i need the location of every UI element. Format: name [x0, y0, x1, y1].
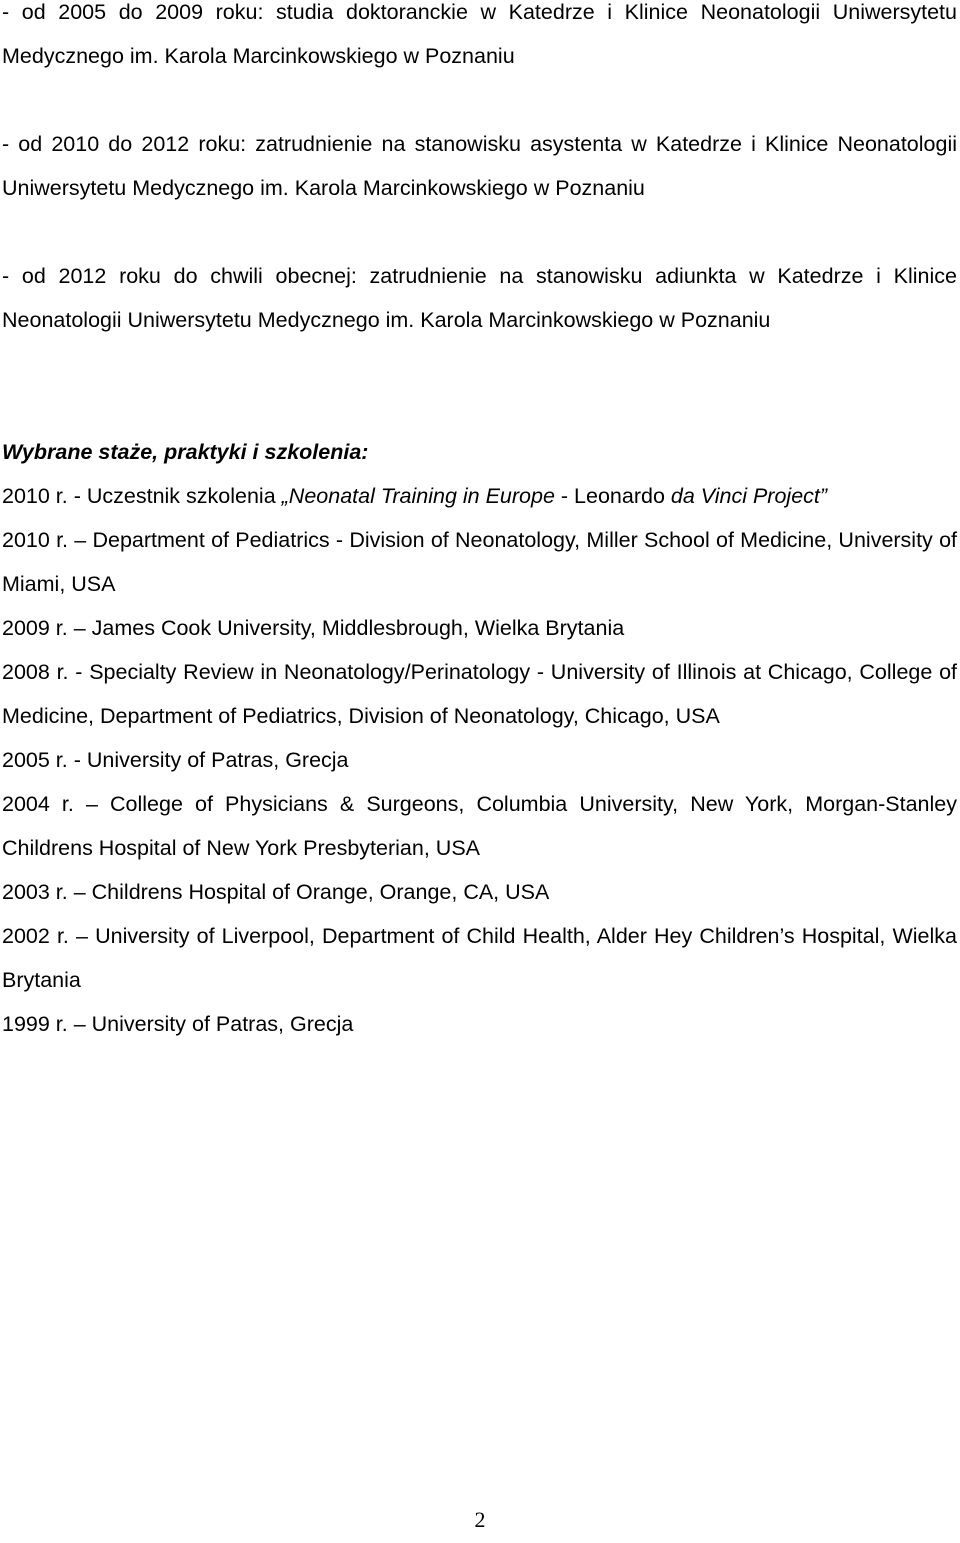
- training-entry: 1999 r. – University of Patras, Grecja: [2, 1012, 354, 1036]
- employment-item-3: - od 2012 roku do chwili obecnej: zatrudnienie na stanowisku adiunkta w Katedrze i Klinice Neonatologii Uniwersytetu Medycznego im. Karola Marcinkowskiego w Poznaniu: [2, 264, 957, 332]
- training-entry: 2002 r. – University of Liverpool, Department of Child Health, Alder Hey Children’s Hospital, Wielka Brytania: [2, 924, 957, 992]
- spacer: [2, 210, 957, 254]
- employment-item-1: - od 2005 do 2009 roku: studia doktoranckie w Katedrze i Klinice Neonatologii Uniwersytetu Medycznego im. Karola Marcinkowskiego w Poznaniu: [2, 0, 957, 68]
- spacer: [2, 342, 957, 430]
- training-entry-1: [2, 474, 957, 518]
- section-heading: Wybrane staże, praktyki i szkolenia:: [2, 440, 369, 464]
- training-entry: 2009 r. – James Cook University, Middlesbrough, Wielka Brytania: [2, 616, 625, 640]
- training-entry-1-prefix: 2010 r. - Uczestnik szkolenia: [2, 484, 282, 508]
- employment-item-2: - od 2010 do 2012 roku: zatrudnienie na stanowisku asystenta w Katedrze i Klinice Neonatologii Uniwersytetu Medycznego im. Karola Marcinkowskiego w Poznaniu: [2, 132, 957, 200]
- training-entry-1-title: „Neonatal Training in Europe: [281, 484, 555, 508]
- training-entry: 2010 r. – Department of Pediatrics - Division of Neonatology, Miller School of Medicine, University of Miami, USA: [2, 528, 957, 596]
- training-entry: 2004 r. – College of Physicians & Surgeons, Columbia University, New York, Morgan-Stanley Childrens Hospital of New York Presbyterian, USA: [2, 792, 957, 860]
- training-entry: 2005 r. - University of Patras, Grecja: [2, 748, 349, 772]
- page-number: 2: [474, 1507, 486, 1532]
- training-entry: 2003 r. – Childrens Hospital of Orange, Orange, CA, USA: [2, 880, 550, 904]
- training-entry-1-middle: - Leonardo: [554, 484, 671, 508]
- training-entry-1-project: da Vinci Project”: [670, 484, 828, 508]
- spacer: [2, 78, 957, 122]
- page-content: [2, 0, 957, 1046]
- training-entry: 2008 r. - Specialty Review in Neonatology/Perinatology - University of Illinois at Chicago, College of Medicine, Department of Pediatrics, Division of Neonatology, Chicago, USA: [2, 660, 957, 728]
